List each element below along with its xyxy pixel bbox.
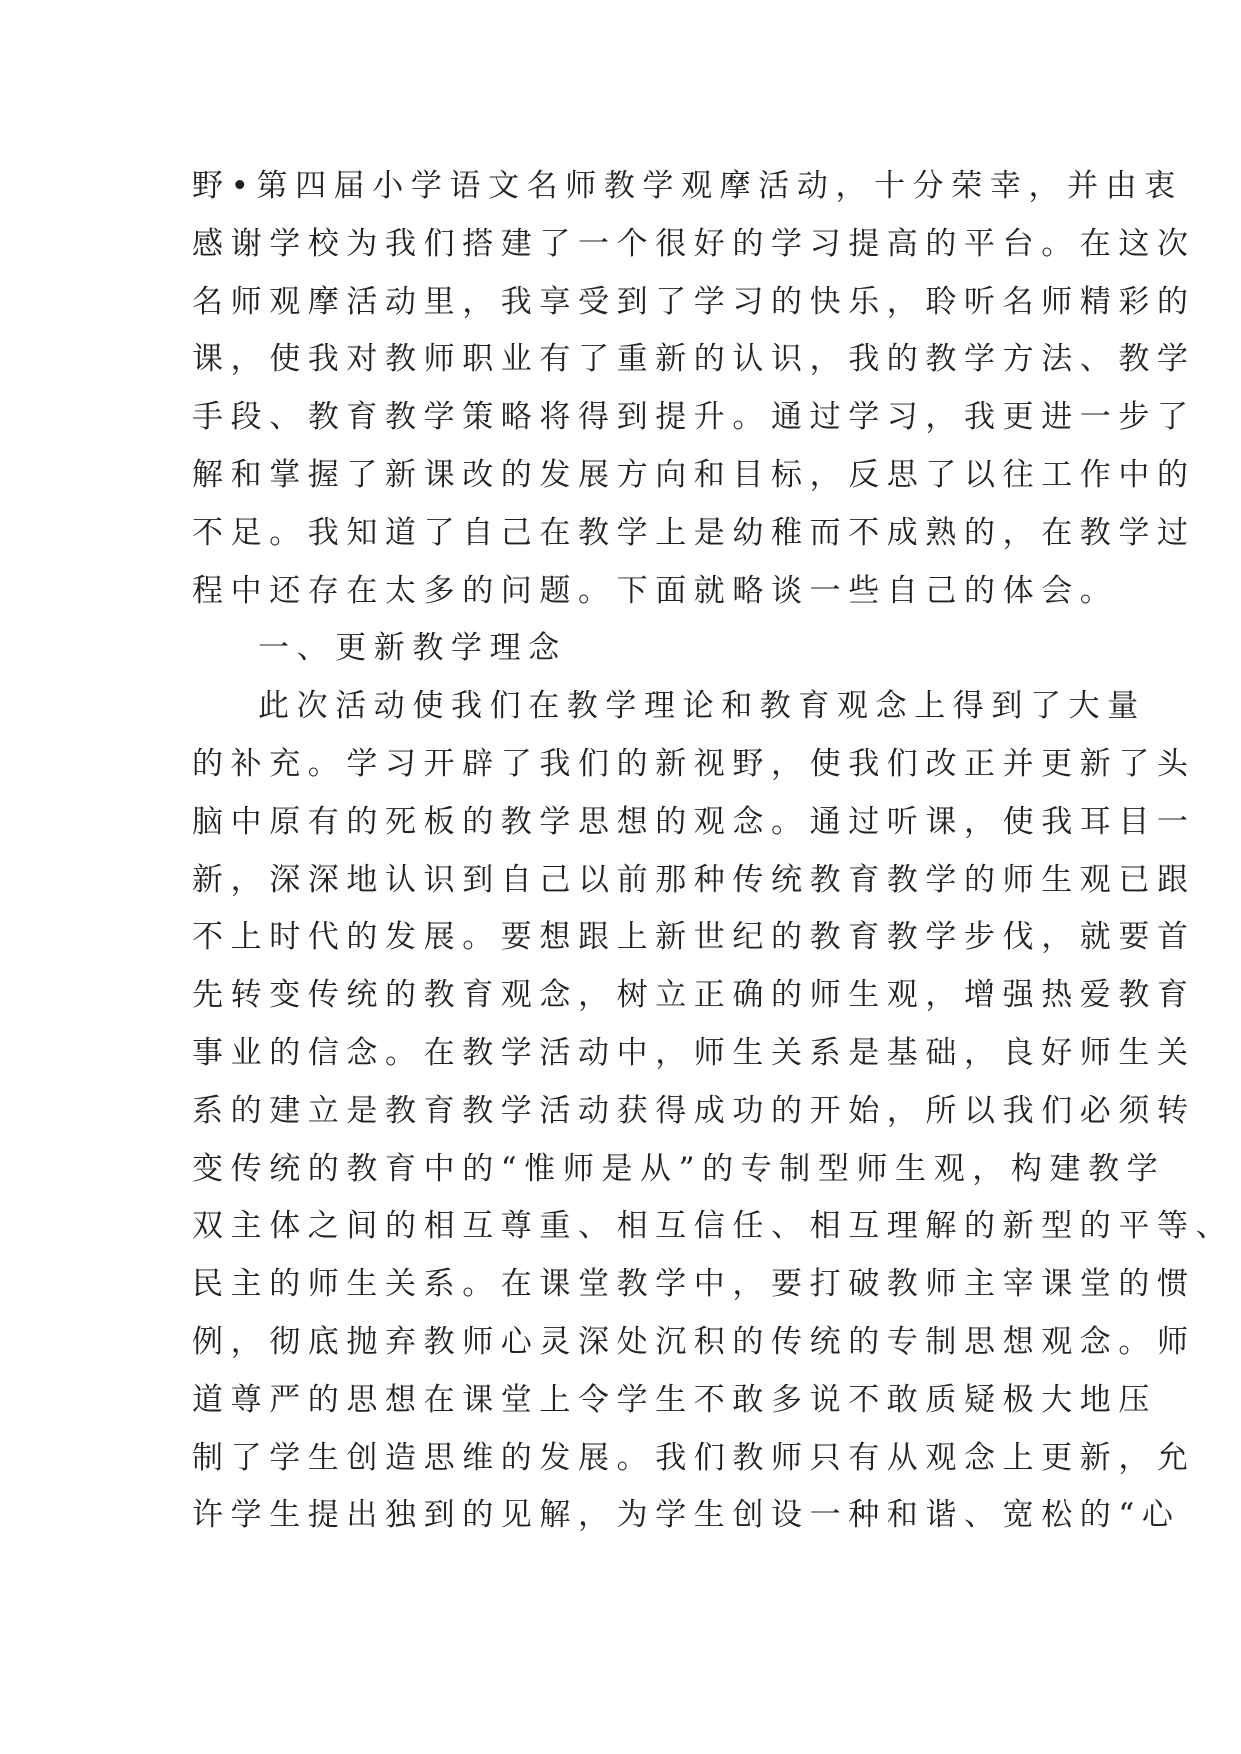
text-line: 民主的师生关系。在课堂教学中，要打破教师主宰课堂的惯 [192,1266,1196,1303]
text-line: 名师观摩活动里，我享受到了学习的快乐，聆听名师精彩的 [192,283,1196,320]
text-line: 系的建立是教育教学活动获得成功的开始，所以我们必须转 [192,1092,1196,1129]
text-line: 新，深深地认识到自己以前那种传统教育教学的师生观已跟 [192,861,1196,898]
text-line: 脑中原有的死板的教学思想的观念。通过听课，使我耳目一 [192,803,1196,840]
text-line: 许学生提出独到的见解，为学生创设一种和谐、宽松的“心 [192,1497,1181,1534]
text-line: 野•第四届小学语文名师教学观摩活动，十分荣幸，并由衷 [192,168,1183,204]
text-line: 先转变传统的教育观念，树立正确的师生观，增强热爱教育 [192,977,1196,1014]
text-line: 例，彻底抛弃教师心灵深处沉积的传统的专制思想观念。师 [192,1323,1196,1360]
text-line: 不足。我知道了自己在教学上是幼稚而不成熟的，在教学过 [192,514,1196,551]
text-line: 的补充。学习开辟了我们的新视野，使我们改正并更新了头 [192,745,1196,782]
text-line: 课，使我对教师职业有了重新的认识，我的教学方法、教学 [192,341,1196,378]
text-line: 变传统的教育中的“惟师是从”的专制型师生观，构建教学 [192,1150,1166,1187]
text-line: 不上时代的发展。要想跟上新世纪的教育教学步伐，就要首 [192,919,1196,956]
text-line: 手段、教育教学策略将得到提升。通过学习，我更进一步了 [192,399,1196,436]
text-line: 事业的信念。在教学活动中，师生关系是基础，良好师生关 [192,1034,1196,1071]
text-line: 感谢学校为我们搭建了一个很好的学习提高的平台。在这次 [192,225,1196,262]
text-line: 解和掌握了新课改的发展方向和目标，反思了以往工作中的 [192,456,1196,493]
section-heading: 一、更新教学理念 [258,630,567,667]
body-text [192,158,1235,1545]
text-line: 道尊严的思想在课堂上令学生不敢多说不敢质疑极大地压 [192,1381,1157,1418]
text-line: 制了学生创造思维的发展。我们教师只有从观念上更新，允 [192,1439,1196,1476]
text-line: 程中还存在太多的问题。下面就略谈一些自己的体会。 [192,572,1119,609]
paragraph-first-line: 此次活动使我们在教学理论和教育观念上得到了大量 [258,688,1146,725]
text-line: 双主体之间的相互尊重、相互信任、相互理解的新型的平等、 [192,1208,1235,1245]
